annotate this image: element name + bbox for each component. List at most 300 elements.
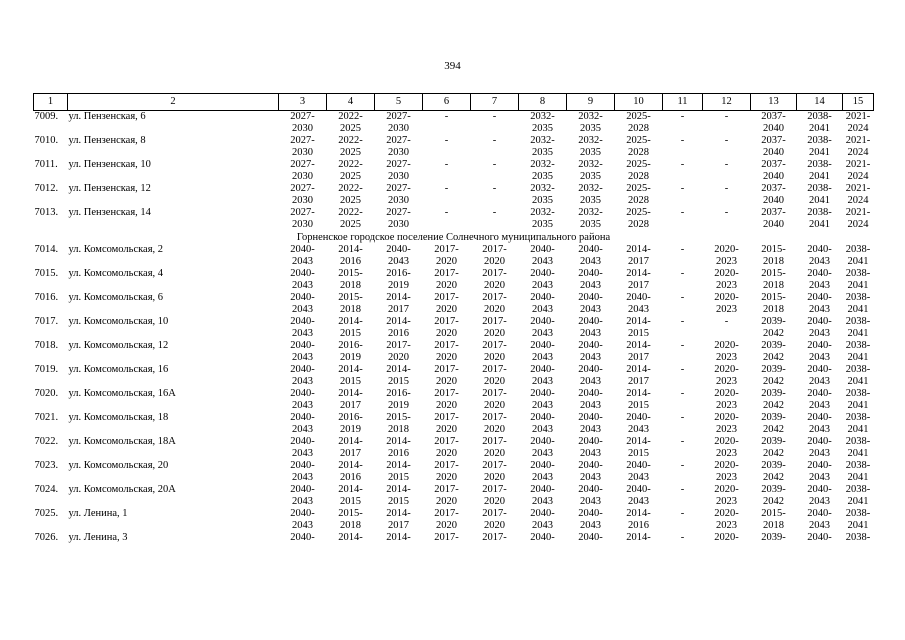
period-cell-col-11: - [680, 316, 685, 327]
column-header-14: 14 [797, 94, 843, 111]
row-number: 7010. [34, 135, 59, 146]
row-address: ул. Комсомольская, 18А [68, 436, 176, 447]
period-cell-col-11: - [680, 268, 685, 279]
period-cell-col-10: 2025- 2028 [626, 159, 651, 182]
period-cell-col-4: 2014- [338, 532, 363, 543]
period-cell-col-5: 2014- 2017 [386, 508, 411, 531]
period-cell-col-8: 2032- 2035 [530, 135, 555, 158]
row-number: 7009. [34, 111, 59, 122]
period-cell-col-9: 2032- 2035 [578, 159, 603, 182]
period-cell-col-6: 2017- 2020 [434, 364, 459, 387]
table-row [34, 244, 874, 268]
row-number: 7014. [34, 244, 59, 255]
row-address: ул. Комсомольская, 6 [68, 292, 164, 303]
table-row [34, 436, 874, 460]
period-cell-col-10: 2014- 2015 [626, 316, 651, 339]
period-cell-col-11: - [680, 436, 685, 447]
period-cell-col-13: 2039- 2042 [761, 412, 786, 435]
period-cell-col-5: 2027- 2030 [386, 135, 411, 158]
column-header-5: 5 [375, 94, 423, 111]
period-cell-col-13: 2039- 2042 [761, 388, 786, 411]
period-cell-col-7: 2017- 2020 [482, 484, 507, 507]
period-cell-col-10: 2025- 2028 [626, 135, 651, 158]
period-cell-col-4: 2014- 2017 [338, 388, 363, 411]
period-cell-col-11: - [680, 111, 685, 122]
row-address: ул. Пензенская, 6 [68, 111, 146, 122]
period-cell-col-10: 2025- 2028 [626, 207, 651, 230]
period-cell-col-5: 2016- 2019 [386, 388, 411, 411]
table-row [34, 159, 874, 183]
period-cell-col-13: 2039- 2042 [761, 484, 786, 507]
period-cell-col-9: 2040- 2043 [578, 508, 603, 531]
row-number: 7023. [34, 460, 59, 471]
column-header-12: 12 [703, 94, 751, 111]
period-cell-col-14: 2040- 2043 [807, 316, 832, 339]
period-cell-col-13: 2015- 2018 [761, 292, 786, 315]
period-cell-col-10: 2014- 2017 [626, 340, 651, 363]
period-cell-col-9: 2040- [578, 532, 603, 543]
period-cell-col-6: 2017- 2020 [434, 484, 459, 507]
period-cell-col-5: 2014- 2015 [386, 460, 411, 483]
period-cell-col-11: - [680, 135, 685, 146]
period-cell-col-10: 2040- 2043 [626, 412, 651, 435]
period-cell-col-11: - [680, 508, 685, 519]
period-cell-col-9: 2032- 2035 [578, 111, 603, 134]
period-cell-col-8: 2032- 2035 [530, 183, 555, 206]
period-cell-col-3: 2040- 2043 [290, 244, 315, 267]
period-cell-col-5: 2014- [386, 532, 411, 543]
row-number: 7020. [34, 388, 59, 399]
period-cell-col-15: 2038- 2041 [845, 292, 871, 315]
period-cell-col-15: 2038- 2041 [845, 508, 871, 531]
period-cell-col-11: - [680, 532, 685, 543]
period-cell-col-8: 2040- 2043 [530, 436, 555, 459]
table-row [34, 207, 874, 231]
period-cell-col-9: 2040- 2043 [578, 268, 603, 291]
period-cell-col-6: 2017- [434, 532, 459, 543]
row-address: ул. Пензенская, 8 [68, 135, 146, 146]
page-number: 394 [444, 60, 461, 72]
period-cell-col-6: 2017- 2020 [434, 436, 459, 459]
period-cell-col-9: 2040- 2043 [578, 436, 603, 459]
table-row [34, 340, 874, 364]
period-cell-col-14: 2038- 2041 [807, 207, 832, 230]
row-address: ул. Комсомольская, 16А [68, 388, 176, 399]
row-address: ул. Пензенская, 12 [68, 183, 151, 194]
period-cell-col-11: - [680, 484, 685, 495]
period-cell-col-10: 2014- 2017 [626, 244, 651, 267]
period-cell-col-5: 2014- 2015 [386, 364, 411, 387]
period-cell-col-9: 2032- 2035 [578, 135, 603, 158]
table-header-row [34, 94, 874, 111]
period-cell-col-7: 2017- 2020 [482, 364, 507, 387]
period-cell-col-8: 2040- 2043 [530, 268, 555, 291]
table-row [34, 460, 874, 484]
period-cell-col-15: 2038- 2041 [845, 388, 871, 411]
period-cell-col-13: 2039- 2042 [761, 340, 786, 363]
period-cell-col-4: 2022- 2025 [338, 183, 363, 206]
row-address: ул. Комсомольская, 20А [68, 484, 176, 495]
period-cell-col-8: 2032- 2035 [530, 111, 555, 134]
period-cell-col-12: 2020- [714, 532, 739, 543]
period-cell-col-12: 2020- 2023 [714, 388, 739, 411]
period-cell-col-14: 2038- 2041 [807, 183, 832, 206]
period-cell-col-10: 2040- 2043 [626, 460, 651, 483]
period-cell-col-8: 2040- 2043 [530, 316, 555, 339]
period-cell-col-4: 2015- 2018 [338, 508, 363, 531]
period-cell-col-9: 2032- 2035 [578, 207, 603, 230]
period-cell-col-15: 2038- 2041 [845, 484, 871, 507]
period-cell-col-14: 2040- 2043 [807, 268, 832, 291]
period-cell-col-10: 2014- 2017 [626, 364, 651, 387]
period-cell-col-5: 2040- 2043 [386, 244, 411, 267]
period-cell-col-5: 2016- 2019 [386, 268, 411, 291]
row-address: ул. Комсомольская, 20 [68, 460, 169, 471]
period-cell-col-4: 2016- 2019 [338, 412, 363, 435]
period-cell-col-7: 2017- [482, 532, 507, 543]
period-cell-col-10: 2040- 2043 [626, 484, 651, 507]
period-cell-col-12: 2020- 2023 [714, 436, 739, 459]
period-cell-col-10: 2025- 2028 [626, 183, 651, 206]
period-cell-col-8: 2040- 2043 [530, 508, 555, 531]
period-cell-col-3: 2040- [290, 532, 315, 543]
row-number: 7024. [34, 484, 59, 495]
period-cell-col-13: 2015- 2018 [761, 268, 786, 291]
period-cell-col-14: 2040- 2043 [807, 292, 832, 315]
period-cell-col-3: 2040- 2043 [290, 460, 315, 483]
period-cell-col-5: 2027- 2030 [386, 111, 411, 134]
period-cell-col-11: - [680, 412, 685, 423]
column-header-13: 13 [751, 94, 797, 111]
period-cell-col-6: 2017- 2020 [434, 316, 459, 339]
period-cell-col-11: - [680, 460, 685, 471]
period-cell-col-12: 2020- 2023 [714, 364, 739, 387]
period-cell-col-8: 2040- 2043 [530, 364, 555, 387]
period-cell-col-7: 2017- 2020 [482, 292, 507, 315]
section-heading-row [34, 231, 874, 244]
period-cell-col-8: 2040- [530, 532, 555, 543]
period-cell-col-12: - [724, 159, 729, 170]
period-cell-col-5: 2027- 2030 [386, 159, 411, 182]
period-cell-col-8: 2040- 2043 [530, 292, 555, 315]
period-cell-col-9: 2040- 2043 [578, 340, 603, 363]
column-header-11: 11 [663, 94, 703, 111]
period-cell-col-6: 2017- 2020 [434, 460, 459, 483]
row-address: ул. Комсомольская, 2 [68, 244, 164, 255]
column-header-15: 15 [843, 94, 874, 111]
period-cell-col-6: - [444, 183, 449, 194]
period-cell-col-4: 2014- 2015 [338, 316, 363, 339]
table-row [34, 268, 874, 292]
period-cell-col-11: - [680, 292, 685, 303]
period-cell-col-7: - [492, 135, 497, 146]
column-header-8: 8 [519, 94, 567, 111]
period-cell-col-14: 2038- 2041 [807, 135, 832, 158]
period-cell-col-7: 2017- 2020 [482, 508, 507, 531]
column-header-10: 10 [615, 94, 663, 111]
period-cell-col-15: 2038- [845, 532, 871, 543]
period-cell-col-12: - [724, 135, 729, 146]
table-row [34, 183, 874, 207]
row-address: ул. Комсомольская, 18 [68, 412, 169, 423]
period-cell-col-3: 2040- 2043 [290, 436, 315, 459]
row-number: 7017. [34, 316, 59, 327]
period-cell-col-15: 2038- 2041 [845, 244, 871, 267]
period-cell-col-13: 2037- 2040 [761, 111, 786, 134]
period-cell-col-11: - [680, 388, 685, 399]
period-cell-col-4: 2022- 2025 [338, 135, 363, 158]
period-cell-col-3: 2040- 2043 [290, 340, 315, 363]
period-cell-col-4: 2016- 2019 [338, 340, 363, 363]
period-cell-col-6: 2017- 2020 [434, 388, 459, 411]
period-cell-col-6: 2017- 2020 [434, 412, 459, 435]
period-cell-col-15: 2038- 2041 [845, 364, 871, 387]
period-cell-col-14: 2040- 2043 [807, 484, 832, 507]
period-cell-col-15: 2038- 2041 [845, 436, 871, 459]
period-cell-col-3: 2040- 2043 [290, 292, 315, 315]
row-address: ул. Комсомольская, 4 [68, 268, 164, 279]
period-cell-col-6: 2017- 2020 [434, 268, 459, 291]
period-cell-col-11: - [680, 244, 685, 255]
period-cell-col-7: 2017- 2020 [482, 388, 507, 411]
period-cell-col-7: 2017- 2020 [482, 244, 507, 267]
period-cell-col-3: 2040- 2043 [290, 508, 315, 531]
period-cell-col-3: 2040- 2043 [290, 412, 315, 435]
table-row [34, 364, 874, 388]
period-cell-col-3: 2040- 2043 [290, 364, 315, 387]
period-cell-col-15: 2038- 2041 [845, 412, 871, 435]
period-cell-col-8: 2040- 2043 [530, 340, 555, 363]
row-number: 7018. [34, 340, 59, 351]
period-cell-col-15: 2021- 2024 [845, 111, 871, 134]
period-cell-col-15: 2021- 2024 [845, 135, 871, 158]
period-cell-col-5: 2027- 2030 [386, 207, 411, 230]
period-cell-col-5: 2014- 2017 [386, 292, 411, 315]
period-cell-col-14: 2040- 2043 [807, 508, 832, 531]
period-cell-col-3: 2040- 2043 [290, 268, 315, 291]
period-cell-col-10: 2014- 2016 [626, 508, 651, 531]
period-cell-col-6: 2017- 2020 [434, 340, 459, 363]
table-row [34, 532, 874, 556]
period-cell-col-14: 2040- 2043 [807, 364, 832, 387]
period-cell-col-8: 2032- 2035 [530, 207, 555, 230]
period-cell-col-8: 2040- 2043 [530, 460, 555, 483]
period-cell-col-13: 2037- 2040 [761, 207, 786, 230]
row-address: ул. Комсомольская, 16 [68, 364, 169, 375]
period-cell-col-13: 2039- 2042 [761, 364, 786, 387]
period-cell-col-15: 2021- 2024 [845, 183, 871, 206]
row-number: 7012. [34, 183, 59, 194]
period-cell-col-5: 2015- 2018 [386, 412, 411, 435]
period-cell-col-13: 2037- 2040 [761, 135, 786, 158]
period-cell-col-4: 2014- 2017 [338, 436, 363, 459]
period-cell-col-13: 2037- 2040 [761, 183, 786, 206]
period-cell-col-15: 2038- 2041 [845, 316, 871, 339]
row-number: 7026. [34, 532, 59, 543]
row-address: ул. Пензенская, 10 [68, 159, 151, 170]
row-number: 7011. [34, 159, 58, 170]
period-cell-col-3: 2027- 2030 [290, 207, 315, 230]
column-header-9: 9 [567, 94, 615, 111]
period-cell-col-12: 2020- 2023 [714, 292, 739, 315]
row-address: ул. Комсомольская, 12 [68, 340, 169, 351]
period-cell-col-4: 2022- 2025 [338, 159, 363, 182]
period-cell-col-7: - [492, 207, 497, 218]
column-header-4: 4 [327, 94, 375, 111]
period-cell-col-3: 2027- 2030 [290, 135, 315, 158]
period-cell-col-14: 2038- 2041 [807, 159, 832, 182]
period-cell-col-7: - [492, 183, 497, 194]
table-row [34, 292, 874, 316]
period-cell-col-5: 2014- 2016 [386, 436, 411, 459]
row-number: 7013. [34, 207, 59, 218]
table-row [34, 412, 874, 436]
table-row [34, 111, 874, 136]
row-number: 7022. [34, 436, 59, 447]
table-row [34, 388, 874, 412]
period-cell-col-7: - [492, 159, 497, 170]
period-cell-col-4: 2014- 2016 [338, 244, 363, 267]
period-cell-col-14: 2040- 2043 [807, 340, 832, 363]
period-cell-col-6: - [444, 207, 449, 218]
period-cell-col-13: 2015- 2018 [761, 508, 786, 531]
period-cell-col-14: 2038- 2041 [807, 111, 832, 134]
period-cell-col-7: 2017- 2020 [482, 412, 507, 435]
table-body [34, 111, 874, 557]
column-header-6: 6 [423, 94, 471, 111]
row-number: 7019. [34, 364, 59, 375]
period-cell-col-15: 2038- 2041 [845, 268, 871, 291]
row-number: 7025. [34, 508, 59, 519]
row-address: ул. Комсомольская, 10 [68, 316, 169, 327]
period-cell-col-15: 2021- 2024 [845, 207, 871, 230]
period-cell-col-4: 2015- 2018 [338, 292, 363, 315]
period-cell-col-7: 2017- 2020 [482, 460, 507, 483]
period-cell-col-12: - [724, 111, 729, 122]
period-cell-col-3: 2027- 2030 [290, 183, 315, 206]
period-cell-col-3: 2027- 2030 [290, 159, 315, 182]
period-cell-col-13: 2039- 2042 [761, 316, 786, 339]
period-cell-col-6: 2017- 2020 [434, 244, 459, 267]
section-heading: Горненское городское поселение Солнечного муниципального района [296, 232, 611, 243]
period-cell-col-4: 2014- 2016 [338, 460, 363, 483]
period-cell-col-11: - [680, 183, 685, 194]
period-cell-col-14: 2040- 2043 [807, 388, 832, 411]
period-cell-col-7: - [492, 111, 497, 122]
period-cell-col-12: 2020- 2023 [714, 244, 739, 267]
period-cell-col-10: 2014- [626, 532, 651, 543]
period-cell-col-14: 2040- 2043 [807, 412, 832, 435]
period-cell-col-7: 2017- 2020 [482, 268, 507, 291]
table-row [34, 484, 874, 508]
period-cell-col-4: 2022- 2025 [338, 111, 363, 134]
period-cell-col-3: 2040- 2043 [290, 316, 315, 339]
period-cell-col-11: - [680, 364, 685, 375]
period-cell-col-12: - [724, 316, 729, 327]
period-cell-col-9: 2040- 2043 [578, 292, 603, 315]
column-header-3: 3 [279, 94, 327, 111]
period-cell-col-6: - [444, 111, 449, 122]
period-cell-col-9: 2040- 2043 [578, 484, 603, 507]
row-number: 7015. [34, 268, 59, 279]
row-address: ул. Пензенская, 14 [68, 207, 151, 218]
period-cell-col-6: 2017- 2020 [434, 292, 459, 315]
period-cell-col-9: 2032- 2035 [578, 183, 603, 206]
period-cell-col-9: 2040- 2043 [578, 364, 603, 387]
period-cell-col-3: 2027- 2030 [290, 111, 315, 134]
row-address: ул. Ленина, 1 [68, 508, 128, 519]
period-cell-col-7: 2017- 2020 [482, 316, 507, 339]
period-cell-col-9: 2040- 2043 [578, 460, 603, 483]
period-cell-col-5: 2014- 2015 [386, 484, 411, 507]
row-number: 7016. [34, 292, 59, 303]
table-row [34, 316, 874, 340]
period-cell-col-8: 2040- 2043 [530, 244, 555, 267]
period-cell-col-12: 2020- 2023 [714, 508, 739, 531]
column-header-1: 1 [34, 94, 68, 111]
column-header-2: 2 [68, 94, 279, 111]
period-cell-col-10: 2014- 2017 [626, 268, 651, 291]
period-cell-col-12: - [724, 207, 729, 218]
period-cell-col-4: 2022- 2025 [338, 207, 363, 230]
period-cell-col-8: 2040- 2043 [530, 484, 555, 507]
period-cell-col-15: 2038- 2041 [845, 340, 871, 363]
column-header-7: 7 [471, 94, 519, 111]
period-cell-col-12: 2020- 2023 [714, 268, 739, 291]
period-cell-col-4: 2014- 2015 [338, 364, 363, 387]
period-cell-col-12: 2020- 2023 [714, 484, 739, 507]
period-cell-col-14: 2040- [807, 532, 832, 543]
period-cell-col-12: 2020- 2023 [714, 412, 739, 435]
period-cell-col-6: - [444, 135, 449, 146]
period-cell-col-4: 2014- 2015 [338, 484, 363, 507]
period-cell-col-4: 2015- 2018 [338, 268, 363, 291]
period-cell-col-9: 2040- 2043 [578, 244, 603, 267]
period-cell-col-13: 2015- 2018 [761, 244, 786, 267]
period-cell-col-10: 2025- 2028 [626, 111, 651, 134]
table-row [34, 508, 874, 532]
period-cell-col-3: 2040- 2043 [290, 484, 315, 507]
period-cell-col-13: 2039- [761, 532, 786, 543]
period-cell-col-6: - [444, 159, 449, 170]
period-cell-col-12: 2020- 2023 [714, 340, 739, 363]
period-cell-col-14: 2040- 2043 [807, 460, 832, 483]
period-cell-col-8: 2040- 2043 [530, 412, 555, 435]
period-cell-col-11: - [680, 159, 685, 170]
period-cell-col-10: 2040- 2043 [626, 292, 651, 315]
row-address: ул. Ленина, 3 [68, 532, 128, 543]
period-cell-col-13: 2039- 2042 [761, 436, 786, 459]
period-cell-col-10: 2014- 2015 [626, 388, 651, 411]
period-cell-col-13: 2037- 2040 [761, 159, 786, 182]
period-cell-col-15: 2021- 2024 [845, 159, 871, 182]
period-cell-col-13: 2039- 2042 [761, 460, 786, 483]
period-cell-col-14: 2040- 2043 [807, 244, 832, 267]
table-row [34, 135, 874, 159]
period-cell-col-11: - [680, 340, 685, 351]
period-cell-col-8: 2040- 2043 [530, 388, 555, 411]
register-table [33, 93, 874, 556]
period-cell-col-11: - [680, 207, 685, 218]
period-cell-col-7: 2017- 2020 [482, 340, 507, 363]
period-cell-col-12: - [724, 183, 729, 194]
period-cell-col-10: 2014- 2015 [626, 436, 651, 459]
period-cell-col-5: 2027- 2030 [386, 183, 411, 206]
period-cell-col-9: 2040- 2043 [578, 316, 603, 339]
period-cell-col-6: 2017- 2020 [434, 508, 459, 531]
period-cell-col-9: 2040- 2043 [578, 412, 603, 435]
period-cell-col-14: 2040- 2043 [807, 436, 832, 459]
